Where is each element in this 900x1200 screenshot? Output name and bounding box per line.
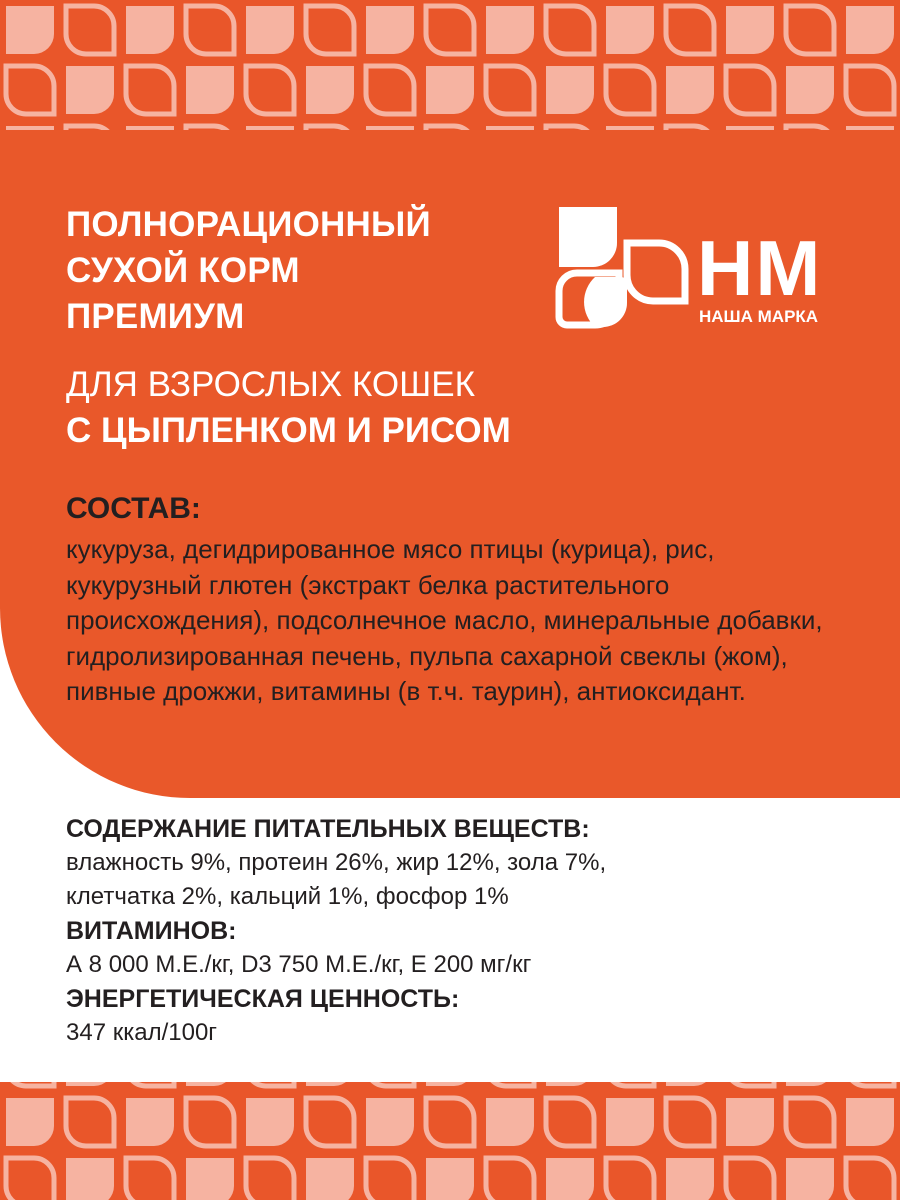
product-subtitle	[66, 362, 511, 454]
vitamins-text: А 8 000 М.Е./кг, D3 750 М.Е./кг, Е 200 мг/кг	[66, 951, 532, 978]
logo-text: НАША МАРКА	[699, 307, 819, 326]
nutrients-line-2: клетчатка 2%, кальций 1%, фосфор 1%	[66, 883, 509, 910]
nutrition-section	[66, 812, 866, 1050]
title-line-1: ПОЛНОРАЦИОННЫЙ	[66, 205, 431, 244]
composition-text: кукуруза, дегидрированное мясо птицы (курица), рис, кукурузный глютен (экстракт белка растительного происхождения), подсолнечное масло, минеральные добавки, гидролизированная печень, пульпа сахарной свеклы (жом), пивные дрожжи, витамины (в т.ч. таурин), антиоксидант.	[66, 534, 823, 706]
top-pattern-band	[0, 0, 900, 132]
subtitle-line-1: ДЛЯ ВЗРОСЛЫХ КОШЕК	[66, 365, 475, 404]
title-line-3: ПРЕМИУМ	[66, 297, 245, 336]
leaf-pattern-top	[0, 0, 900, 132]
leaf-logo-icon	[555, 205, 695, 330]
bottom-pattern-band	[0, 1082, 900, 1200]
product-title	[66, 202, 431, 340]
brand-logo	[555, 205, 835, 330]
title-line-2: СУХОЙ КОРМ	[66, 251, 300, 290]
subtitle-line-2: С ЦЫПЛЕНКОМ И РИСОМ	[66, 411, 511, 450]
leaf-pattern-bottom	[0, 1082, 900, 1200]
nutrients-heading: СОДЕРЖАНИЕ ПИТАТЕЛЬНЫХ ВЕЩЕСТВ:	[66, 815, 590, 843]
energy-text: 347 ккал/100г	[66, 1019, 218, 1046]
nutrients-line-1: влажность 9%, протеин 26%, жир 12%, зола 7%,	[66, 849, 607, 876]
composition-heading: СОСТАВ:	[66, 492, 201, 525]
vitamins-heading: ВИТАМИНОВ:	[66, 917, 237, 945]
energy-heading: ЭНЕРГЕТИЧЕСКАЯ ЦЕННОСТЬ:	[66, 985, 460, 1013]
logo-mark: НМ	[697, 224, 823, 312]
